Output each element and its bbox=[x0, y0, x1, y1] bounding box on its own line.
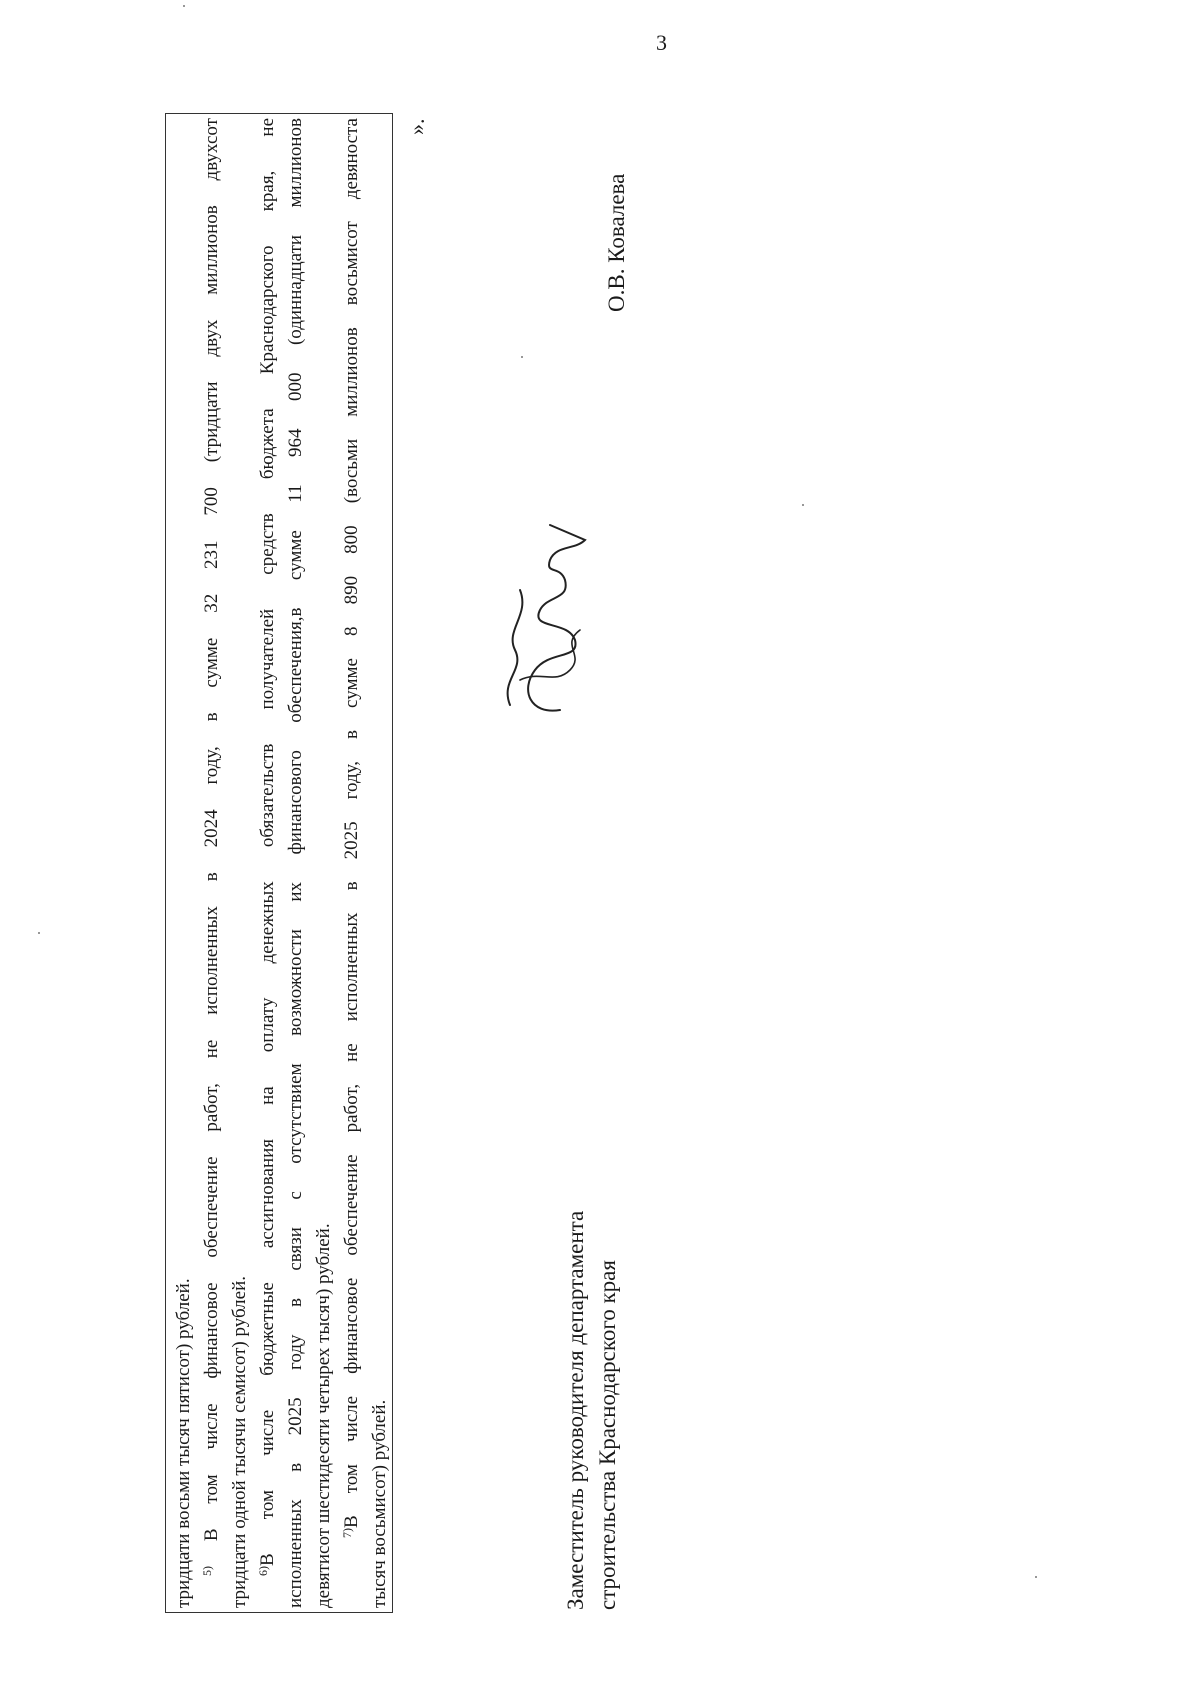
footnote-marker: 7) bbox=[340, 1528, 354, 1538]
closing-quote: ». bbox=[404, 118, 429, 135]
scan-speck bbox=[38, 932, 40, 934]
signatory-title-line-2: строительства Краснодарского края bbox=[595, 1260, 620, 1610]
footnote-line: исполненных в 2025 году в связи с отсутствием возможности их финансового обеспечения,в сумме 11 964 000 (одиннадцати миллионов bbox=[285, 118, 306, 1608]
page-number: 3 bbox=[656, 30, 667, 55]
footnote-5 bbox=[198, 118, 226, 1608]
footnote-line: тысяч восьмисот) рублей. bbox=[369, 1399, 390, 1608]
footnotes-box bbox=[165, 113, 393, 1613]
scan-speck bbox=[1035, 1576, 1037, 1578]
handwritten-signature bbox=[490, 520, 610, 720]
signatory-name: О.В. Ковалева bbox=[604, 173, 629, 312]
footnote-marker: 5) bbox=[200, 1566, 214, 1576]
footnote-line: девятисот шестидесяти четырех тысяч) рублей. bbox=[313, 1223, 334, 1608]
signatory-title-line-1: Заместитель руководителя департамента bbox=[563, 1210, 588, 1610]
footnote-text: В том числе бюджетные ассигнования на оплату денежных обязательств получателей средств бюджета Краснодарского края, не bbox=[257, 118, 278, 1566]
scan-speck bbox=[802, 504, 804, 506]
footnote-line: тридцати восьми тысяч пятисот) рублей. bbox=[173, 1278, 194, 1608]
footnote-text: В том числе финансовое обеспечение работ, не исполненных в 2024 году, в сумме 32 231 700 (тридцати двух миллионов двухсот bbox=[201, 118, 222, 1566]
footnote-line: тридцати одной тысячи семисот) рублей. bbox=[229, 1276, 250, 1608]
scan-speck bbox=[521, 356, 523, 358]
footnote-6 bbox=[254, 118, 282, 1608]
footnote-text: В том числе финансовое обеспечение работ, не исполненных в 2025 году, в сумме 8 890 800 (восьми миллионов восьмисот девяноста bbox=[341, 118, 362, 1528]
signatory-title bbox=[560, 1211, 624, 1610]
footnote-7 bbox=[338, 118, 366, 1608]
scan-speck bbox=[183, 5, 185, 7]
footnote-marker: 6) bbox=[256, 1566, 270, 1576]
